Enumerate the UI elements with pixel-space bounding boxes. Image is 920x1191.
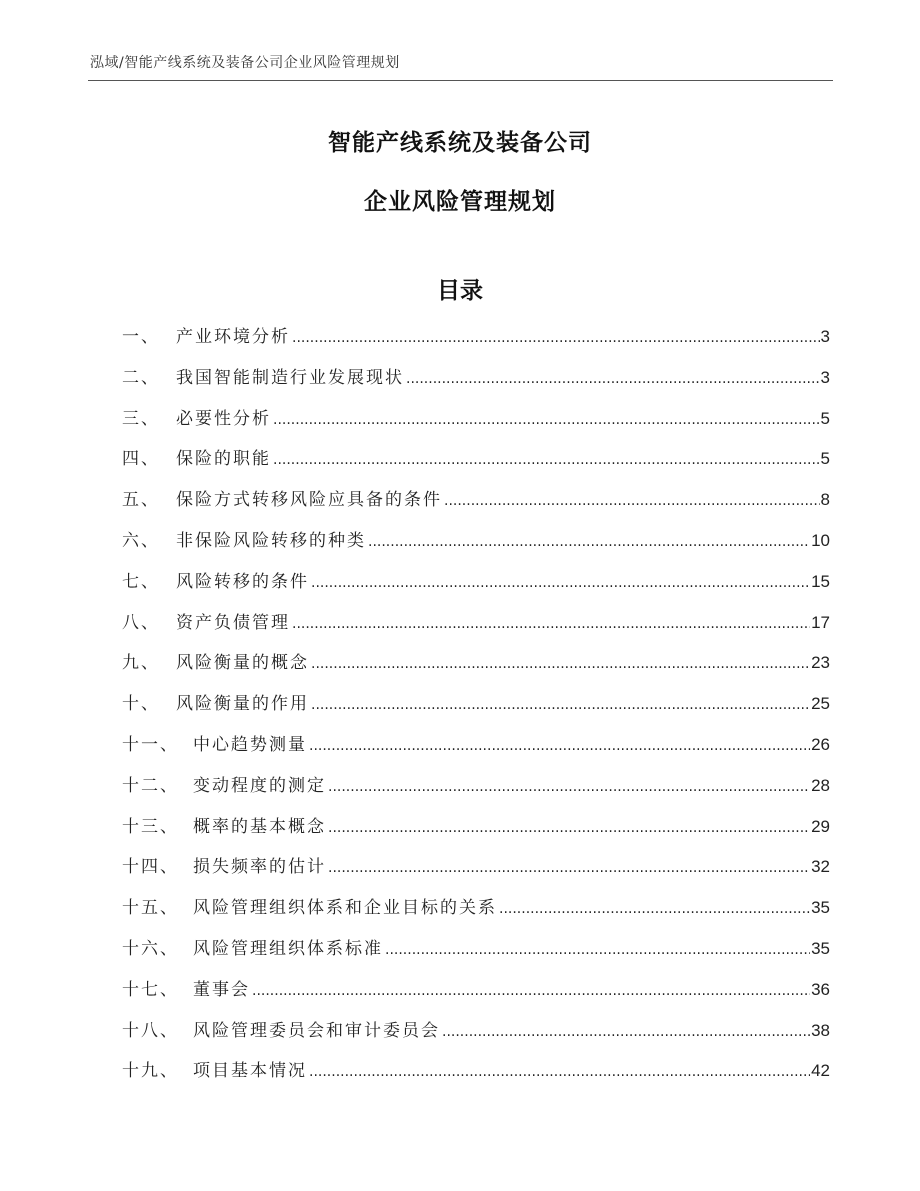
toc-entry-page-number: 35 xyxy=(811,938,830,958)
toc-entry-number: 十八、 xyxy=(122,1020,179,1041)
toc-entry[interactable] xyxy=(122,608,830,649)
toc-entry-page-number: 3 xyxy=(820,367,830,387)
toc-entry[interactable] xyxy=(122,689,830,730)
toc-entry-number: 三、 xyxy=(122,408,160,429)
toc-dot-leader xyxy=(309,731,810,761)
toc-dot-leader xyxy=(273,445,820,475)
toc-entry-title: 风险衡量的作用 xyxy=(176,694,309,715)
toc-entry-title: 中心趋势测量 xyxy=(193,734,307,755)
table-of-contents xyxy=(122,322,830,1097)
toc-dot-leader xyxy=(406,364,820,394)
toc-entry-number: 十六、 xyxy=(122,938,179,959)
toc-entry-number: 十二、 xyxy=(122,775,179,796)
running-header: 泓域/智能产线系统及装备公司企业风险管理规划 xyxy=(90,55,400,71)
toc-entry-title: 风险管理组织体系和企业目标的关系 xyxy=(193,898,497,919)
toc-entry-title: 项目基本情况 xyxy=(193,1061,307,1082)
toc-dot-leader xyxy=(292,323,820,353)
toc-entry-title: 风险管理委员会和审计委员会 xyxy=(193,1020,440,1041)
toc-entry[interactable] xyxy=(122,444,830,485)
toc-entry-page-number: 29 xyxy=(811,816,830,836)
toc-heading: 目录 xyxy=(437,278,483,304)
toc-entry[interactable] xyxy=(122,893,830,934)
toc-entry-page-number: 26 xyxy=(811,734,830,754)
header-divider xyxy=(88,80,833,81)
toc-entry-page-number: 5 xyxy=(820,449,830,469)
toc-entry-number: 五、 xyxy=(122,490,160,511)
toc-entry-page-number: 36 xyxy=(811,979,830,999)
toc-entry[interactable] xyxy=(122,485,830,526)
toc-dot-leader xyxy=(311,690,810,720)
toc-entry-number: 十五、 xyxy=(122,898,179,919)
toc-entry-number: 四、 xyxy=(122,449,160,470)
toc-entry[interactable] xyxy=(122,771,830,812)
toc-dot-leader xyxy=(442,1017,810,1047)
toc-entry-page-number: 35 xyxy=(811,898,830,918)
toc-entry-number: 九、 xyxy=(122,653,160,674)
toc-entry[interactable] xyxy=(122,322,830,363)
toc-dot-leader xyxy=(499,894,810,924)
toc-entry-title: 损失频率的估计 xyxy=(193,857,326,878)
toc-entry[interactable] xyxy=(122,1016,830,1057)
document-title-line-2: 企业风险管理规划 xyxy=(364,189,556,215)
toc-entry-number: 十四、 xyxy=(122,857,179,878)
toc-entry-title: 风险管理组织体系标准 xyxy=(193,938,383,959)
toc-entry-page-number: 23 xyxy=(811,653,830,673)
toc-dot-leader xyxy=(311,568,810,598)
toc-entry[interactable] xyxy=(122,404,830,445)
toc-entry[interactable] xyxy=(122,363,830,404)
toc-dot-leader xyxy=(311,649,810,679)
toc-entry-page-number: 38 xyxy=(811,1020,830,1040)
toc-entry-title: 变动程度的测定 xyxy=(193,775,326,796)
toc-entry-number: 十、 xyxy=(122,694,160,715)
toc-entry-title: 保险方式转移风险应具备的条件 xyxy=(176,490,442,511)
toc-dot-leader xyxy=(444,486,820,516)
toc-entry-title: 资产负债管理 xyxy=(176,612,290,633)
toc-dot-leader xyxy=(252,976,810,1006)
toc-dot-leader xyxy=(273,405,820,435)
toc-entry[interactable] xyxy=(122,934,830,975)
toc-dot-leader xyxy=(328,772,810,802)
toc-entry-title: 非保险风险转移的种类 xyxy=(176,530,366,551)
toc-entry[interactable] xyxy=(122,648,830,689)
toc-entry[interactable] xyxy=(122,526,830,567)
toc-dot-leader xyxy=(309,1057,810,1087)
toc-entry-page-number: 28 xyxy=(811,775,830,795)
toc-entry-title: 保险的职能 xyxy=(176,449,271,470)
toc-entry-number: 十九、 xyxy=(122,1061,179,1082)
toc-entry-number: 七、 xyxy=(122,571,160,592)
toc-entry-page-number: 42 xyxy=(811,1061,830,1081)
toc-dot-leader xyxy=(328,853,810,883)
toc-entry-page-number: 10 xyxy=(811,530,830,550)
toc-entry-number: 一、 xyxy=(122,327,160,347)
toc-entry-number: 十三、 xyxy=(122,816,179,837)
toc-dot-leader xyxy=(385,935,810,965)
toc-entry[interactable] xyxy=(122,567,830,608)
toc-entry[interactable] xyxy=(122,730,830,771)
toc-entry-page-number: 8 xyxy=(820,490,830,510)
document-title-line-1: 智能产线系统及装备公司 xyxy=(328,130,592,156)
toc-entry-page-number: 15 xyxy=(811,571,830,591)
toc-entry-page-number: 25 xyxy=(811,694,830,714)
toc-entry-title: 概率的基本概念 xyxy=(193,816,326,837)
toc-entry[interactable] xyxy=(122,852,830,893)
toc-dot-leader xyxy=(368,527,810,557)
toc-entry-page-number: 5 xyxy=(820,408,830,428)
toc-entry-page-number: 17 xyxy=(811,612,830,632)
toc-entry-title: 必要性分析 xyxy=(176,408,271,429)
toc-entry[interactable] xyxy=(122,812,830,853)
toc-entry-number: 十一、 xyxy=(122,734,179,755)
toc-entry-number: 八、 xyxy=(122,612,160,633)
toc-entry-number: 六、 xyxy=(122,530,160,551)
toc-entry-number: 二、 xyxy=(122,367,160,388)
toc-entry-title: 我国智能制造行业发展现状 xyxy=(176,367,404,388)
toc-entry-title: 风险衡量的概念 xyxy=(176,653,309,674)
toc-entry-number: 十七、 xyxy=(122,979,179,1000)
toc-entry-page-number: 32 xyxy=(811,857,830,877)
toc-entry[interactable] xyxy=(122,975,830,1016)
toc-entry-title: 风险转移的条件 xyxy=(176,571,309,592)
toc-entry[interactable] xyxy=(122,1056,830,1097)
toc-entry-page-number: 3 xyxy=(820,327,830,346)
toc-entry-title: 董事会 xyxy=(193,979,250,1000)
toc-entry-title: 产业环境分析 xyxy=(176,327,290,347)
toc-dot-leader xyxy=(292,609,810,639)
toc-dot-leader xyxy=(328,813,810,843)
